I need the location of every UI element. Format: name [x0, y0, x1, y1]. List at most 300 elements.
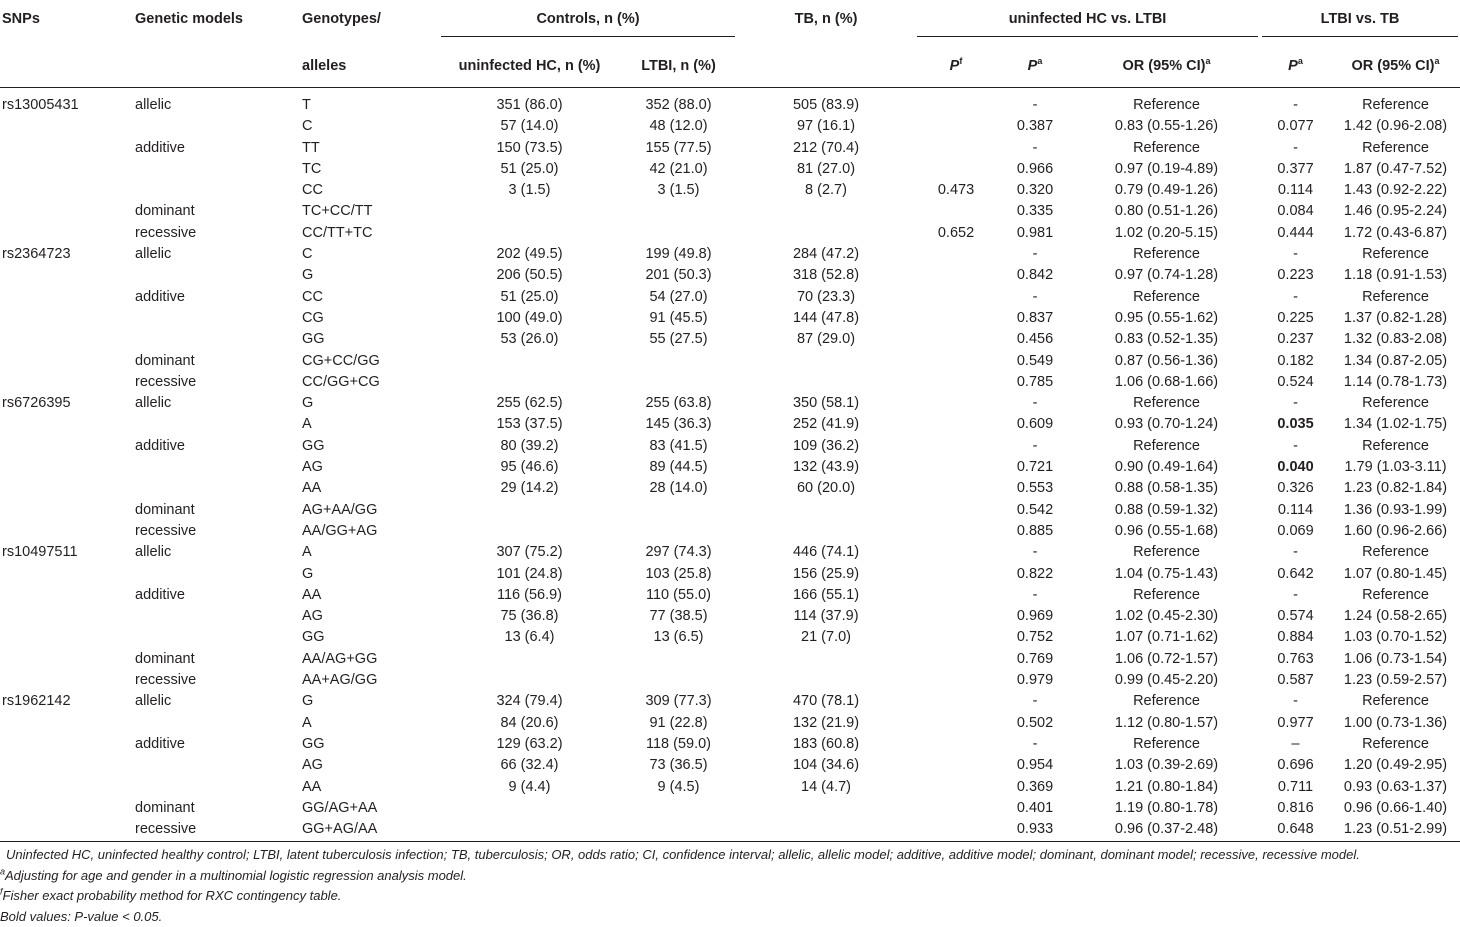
table-row [0, 734, 1460, 755]
tb-cell: 156 (25.9) [737, 564, 915, 585]
p-ltbi-vs-tb-cell: 0.884 [1260, 627, 1331, 648]
uninfected-hc-cell: 29 (14.2) [439, 478, 620, 499]
snp-cell [0, 372, 134, 393]
or-ltbi-vs-tb-cell: Reference [1331, 287, 1460, 308]
or-ltbi-vs-tb-cell: Reference [1331, 542, 1460, 563]
p-hc-vs-ltbi-cell: - [997, 542, 1073, 563]
footnote-f-text: Fisher exact probability method for RXC contingency table. [3, 888, 342, 903]
genotype-cell: CC [301, 287, 439, 308]
snp-cell [0, 138, 134, 159]
p-fisher-cell [915, 798, 997, 819]
snp-cell [0, 159, 134, 180]
p-fisher-cell [915, 351, 997, 372]
p-hc-vs-ltbi-cell: - [997, 585, 1073, 606]
table-row [0, 649, 1460, 670]
tb-cell [737, 500, 915, 521]
genotype-cell: GG+AG/AA [301, 819, 439, 845]
tb-cell: 60 (20.0) [737, 478, 915, 499]
header-p-adjusted-1 [997, 47, 1073, 88]
snp-cell [0, 457, 134, 478]
genotype-cell: TC+CC/TT [301, 201, 439, 222]
p-fisher-cell [915, 542, 997, 563]
p-fisher-cell [915, 372, 997, 393]
p-hc-vs-ltbi-cell: 0.335 [997, 201, 1073, 222]
table-row [0, 521, 1460, 542]
table-body [0, 88, 1460, 846]
footnote-a-sup: a [0, 866, 5, 876]
ltbi-cell: 91 (45.5) [620, 308, 737, 329]
genotype-cell: AA [301, 777, 439, 798]
or-hc-vs-ltbi-cell: 0.96 (0.37-2.48) [1073, 819, 1260, 845]
p-letter: P [1288, 58, 1298, 74]
uninfected-hc-cell: 3 (1.5) [439, 180, 620, 201]
uninfected-hc-cell [439, 223, 620, 244]
p-fisher-cell [915, 436, 997, 457]
snp-cell [0, 798, 134, 819]
snp-cell [0, 627, 134, 648]
p-fisher-cell [915, 393, 997, 414]
genotype-cell: AA [301, 478, 439, 499]
p-ltbi-vs-tb-cell: 0.642 [1260, 564, 1331, 585]
or-ltbi-vs-tb-cell: 1.20 (0.49-2.95) [1331, 755, 1460, 776]
p-hc-vs-ltbi-cell: 0.369 [997, 777, 1073, 798]
genotype-cell: G [301, 393, 439, 414]
header-uninfected-hc: uninfected HC, n (%) [439, 47, 620, 88]
or-hc-vs-ltbi-cell: Reference [1073, 138, 1260, 159]
or-ltbi-vs-tb-cell: 1.36 (0.93-1.99) [1331, 500, 1460, 521]
table-row [0, 138, 1460, 159]
uninfected-hc-cell: 255 (62.5) [439, 393, 620, 414]
uninfected-hc-cell: 95 (46.6) [439, 457, 620, 478]
ltbi-cell: 309 (77.3) [620, 691, 737, 712]
p-ltbi-vs-tb-cell: 0.377 [1260, 159, 1331, 180]
p-hc-vs-ltbi-cell: 0.721 [997, 457, 1073, 478]
genotype-cell: GG [301, 329, 439, 350]
header-ltbi: LTBI, n (%) [620, 47, 737, 88]
or-hc-vs-ltbi-cell: 0.95 (0.55-1.62) [1073, 308, 1260, 329]
or-hc-vs-ltbi-cell: 0.97 (0.19-4.89) [1073, 159, 1260, 180]
p-ltbi-vs-tb-cell: - [1260, 138, 1331, 159]
snp-cell: rs2364723 [0, 244, 134, 265]
p-fisher-cell: 0.652 [915, 223, 997, 244]
model-cell: additive [134, 287, 301, 308]
snp-cell [0, 201, 134, 222]
genotype-cell: A [301, 542, 439, 563]
ltbi-cell: 91 (22.8) [620, 713, 737, 734]
p-hc-vs-ltbi-cell: 0.966 [997, 159, 1073, 180]
snp-cell: rs6726395 [0, 393, 134, 414]
or-ltbi-vs-tb-cell: 1.34 (1.02-1.75) [1331, 414, 1460, 435]
or-hc-vs-ltbi-cell: Reference [1073, 585, 1260, 606]
p-fisher-cell [915, 585, 997, 606]
p-fisher-cell [915, 521, 997, 542]
model-cell: allelic [134, 393, 301, 414]
p-fisher-cell [915, 287, 997, 308]
snp-cell [0, 223, 134, 244]
uninfected-hc-cell: 324 (79.4) [439, 691, 620, 712]
p-hc-vs-ltbi-cell: - [997, 287, 1073, 308]
model-cell: recessive [134, 670, 301, 691]
header-or-2 [1331, 47, 1460, 88]
p-fisher-cell [915, 478, 997, 499]
p-hc-vs-ltbi-cell: 0.981 [997, 223, 1073, 244]
model-cell [134, 606, 301, 627]
footnote-bold: Bold values: P-value < 0.05. [0, 907, 1460, 927]
uninfected-hc-cell [439, 351, 620, 372]
or-ltbi-vs-tb-cell: Reference [1331, 88, 1460, 117]
tb-cell [737, 372, 915, 393]
uninfected-hc-cell [439, 500, 620, 521]
footnote-a [0, 866, 1460, 887]
p-hc-vs-ltbi-cell: 0.609 [997, 414, 1073, 435]
uninfected-hc-cell: 101 (24.8) [439, 564, 620, 585]
model-cell: recessive [134, 819, 301, 845]
uninfected-hc-cell: 53 (26.0) [439, 329, 620, 350]
uninfected-hc-cell: 202 (49.5) [439, 244, 620, 265]
p-hc-vs-ltbi-cell: 0.769 [997, 649, 1073, 670]
p-ltbi-vs-tb-cell: 0.587 [1260, 670, 1331, 691]
ltbi-cell: 201 (50.3) [620, 265, 737, 286]
genotype-cell: CC/TT+TC [301, 223, 439, 244]
or-hc-vs-ltbi-cell: 0.96 (0.55-1.68) [1073, 521, 1260, 542]
footnote-f [0, 886, 1460, 907]
model-cell: allelic [134, 542, 301, 563]
table-row [0, 500, 1460, 521]
or-ltbi-vs-tb-cell: Reference [1331, 393, 1460, 414]
ltbi-cell [620, 372, 737, 393]
uninfected-hc-cell: 206 (50.5) [439, 265, 620, 286]
or-hc-vs-ltbi-cell: 0.90 (0.49-1.64) [1073, 457, 1260, 478]
model-cell [134, 414, 301, 435]
uninfected-hc-cell: 9 (4.4) [439, 777, 620, 798]
p-letter: P [950, 58, 960, 74]
or-ltbi-vs-tb-cell: 1.06 (0.73-1.54) [1331, 649, 1460, 670]
ltbi-cell [620, 201, 737, 222]
p-ltbi-vs-tb-cell: 0.711 [1260, 777, 1331, 798]
or-ltbi-vs-tb-cell: 1.60 (0.96-2.66) [1331, 521, 1460, 542]
p-ltbi-vs-tb-cell: 0.084 [1260, 201, 1331, 222]
tb-cell: 212 (70.4) [737, 138, 915, 159]
snp-cell [0, 287, 134, 308]
header-controls-label: Controls, n (%) [439, 9, 737, 30]
footnote-f-sup: f [0, 887, 3, 897]
genotype-cell: AA/GG+AG [301, 521, 439, 542]
or-ltbi-vs-tb-cell: 1.24 (0.58-2.65) [1331, 606, 1460, 627]
table-row [0, 308, 1460, 329]
tb-cell: 104 (34.6) [737, 755, 915, 776]
or-ltbi-vs-tb-cell: 1.32 (0.83-2.08) [1331, 329, 1460, 350]
table-row [0, 116, 1460, 137]
or-hc-vs-ltbi-cell: 0.99 (0.45-2.20) [1073, 670, 1260, 691]
p-fisher-cell [915, 649, 997, 670]
ltbi-cell: 42 (21.0) [620, 159, 737, 180]
ltbi-cell: 77 (38.5) [620, 606, 737, 627]
p-hc-vs-ltbi-cell: 0.979 [997, 670, 1073, 691]
p-fisher-cell [915, 116, 997, 137]
header-alleles: alleles [301, 47, 439, 88]
p-ltbi-vs-tb-cell: 0.524 [1260, 372, 1331, 393]
header-ltbi-vs-tb [1260, 0, 1460, 47]
header-p-adjusted-2 [1260, 47, 1331, 88]
tb-cell: 284 (47.2) [737, 244, 915, 265]
p-hc-vs-ltbi-cell: 0.969 [997, 606, 1073, 627]
uninfected-hc-cell: 150 (73.5) [439, 138, 620, 159]
ltbi-cell [620, 521, 737, 542]
model-cell: recessive [134, 372, 301, 393]
or-hc-vs-ltbi-cell: 1.02 (0.45-2.30) [1073, 606, 1260, 627]
or-sup: a [1435, 57, 1440, 67]
ltbi-cell: 110 (55.0) [620, 585, 737, 606]
ltbi-cell [620, 500, 737, 521]
pa-sup: a [1037, 57, 1042, 67]
p-hc-vs-ltbi-cell: 0.933 [997, 819, 1073, 845]
or-label: OR (95% CI) [1123, 58, 1206, 74]
tb-cell [737, 649, 915, 670]
ltbi-cell: 89 (44.5) [620, 457, 737, 478]
p-ltbi-vs-tb-cell: 0.977 [1260, 713, 1331, 734]
table-row [0, 351, 1460, 372]
tb-cell: 21 (7.0) [737, 627, 915, 648]
table-row [0, 180, 1460, 201]
table-row [0, 457, 1460, 478]
header-or-1 [1073, 47, 1260, 88]
p-ltbi-vs-tb-cell: 0.223 [1260, 265, 1331, 286]
genotype-cell: TC [301, 159, 439, 180]
snp-cell [0, 116, 134, 137]
or-hc-vs-ltbi-cell: 0.87 (0.56-1.36) [1073, 351, 1260, 372]
model-cell: dominant [134, 351, 301, 372]
or-hc-vs-ltbi-cell: 0.88 (0.59-1.32) [1073, 500, 1260, 521]
header-hc-vs-ltbi-label: uninfected HC vs. LTBI [915, 9, 1260, 30]
header-p-fisher [915, 47, 997, 88]
ltbi-cell: 28 (14.0) [620, 478, 737, 499]
snp-cell [0, 777, 134, 798]
p-hc-vs-ltbi-cell: 0.752 [997, 627, 1073, 648]
or-hc-vs-ltbi-cell: Reference [1073, 393, 1260, 414]
snp-cell [0, 265, 134, 286]
or-hc-vs-ltbi-cell: 1.19 (0.80-1.78) [1073, 798, 1260, 819]
p-ltbi-vs-tb-cell: 0.326 [1260, 478, 1331, 499]
ltbi-cell: 48 (12.0) [620, 116, 737, 137]
tb-cell: 8 (2.7) [737, 180, 915, 201]
or-ltbi-vs-tb-cell: Reference [1331, 244, 1460, 265]
header-tb: TB, n (%) [737, 0, 915, 88]
ltbi-cell: 9 (4.5) [620, 777, 737, 798]
genotype-cell: AA/AG+GG [301, 649, 439, 670]
snp-cell [0, 478, 134, 499]
snp-cell [0, 414, 134, 435]
or-ltbi-vs-tb-cell: 1.72 (0.43-6.87) [1331, 223, 1460, 244]
p-ltbi-vs-tb-cell: 0.763 [1260, 649, 1331, 670]
ltbi-cell [620, 798, 737, 819]
p-hc-vs-ltbi-cell: 0.842 [997, 265, 1073, 286]
table-row [0, 585, 1460, 606]
p-fisher-cell [915, 159, 997, 180]
p-hc-vs-ltbi-cell: - [997, 436, 1073, 457]
or-hc-vs-ltbi-cell: 1.04 (0.75-1.43) [1073, 564, 1260, 585]
uninfected-hc-cell: 307 (75.2) [439, 542, 620, 563]
model-cell: additive [134, 138, 301, 159]
uninfected-hc-cell: 80 (39.2) [439, 436, 620, 457]
or-ltbi-vs-tb-cell: 1.46 (0.95-2.24) [1331, 201, 1460, 222]
uninfected-hc-cell: 57 (14.0) [439, 116, 620, 137]
tb-cell [737, 521, 915, 542]
table-row [0, 393, 1460, 414]
p-ltbi-vs-tb-cell: 0.069 [1260, 521, 1331, 542]
table-row [0, 713, 1460, 734]
genotype-cell: CG+CC/GG [301, 351, 439, 372]
p-hc-vs-ltbi-cell: 0.502 [997, 713, 1073, 734]
genotype-cell: T [301, 88, 439, 117]
p-hc-vs-ltbi-cell: 0.456 [997, 329, 1073, 350]
model-cell: allelic [134, 691, 301, 712]
table-row [0, 564, 1460, 585]
ltbi-cell: 155 (77.5) [620, 138, 737, 159]
table-row [0, 159, 1460, 180]
ltbi-cell: 83 (41.5) [620, 436, 737, 457]
genotype-cell: TT [301, 138, 439, 159]
genotype-cell: GG [301, 436, 439, 457]
tb-cell: 87 (29.0) [737, 329, 915, 350]
or-hc-vs-ltbi-cell: 0.79 (0.49-1.26) [1073, 180, 1260, 201]
snp-cell [0, 500, 134, 521]
ltbi-cell [620, 223, 737, 244]
p-fisher-cell [915, 691, 997, 712]
tb-cell [737, 351, 915, 372]
or-hc-vs-ltbi-cell: 1.06 (0.72-1.57) [1073, 649, 1260, 670]
header-ltbi-vs-tb-label: LTBI vs. TB [1260, 9, 1460, 30]
ltbi-cell: 55 (27.5) [620, 329, 737, 350]
p-fisher-cell [915, 329, 997, 350]
p-fisher-cell [915, 138, 997, 159]
model-cell [134, 564, 301, 585]
p-hc-vs-ltbi-cell: - [997, 691, 1073, 712]
snp-cell: rs1962142 [0, 691, 134, 712]
table-row [0, 372, 1460, 393]
table-row [0, 691, 1460, 712]
p-ltbi-vs-tb-cell: 0.114 [1260, 180, 1331, 201]
or-ltbi-vs-tb-cell: 0.93 (0.63-1.37) [1331, 777, 1460, 798]
ltbi-cell: 199 (49.8) [620, 244, 737, 265]
ltbi-cell: 145 (36.3) [620, 414, 737, 435]
genotype-cell: A [301, 713, 439, 734]
ltbi-cell [620, 670, 737, 691]
table-row [0, 627, 1460, 648]
genotype-cell: CC/GG+CG [301, 372, 439, 393]
uninfected-hc-cell: 100 (49.0) [439, 308, 620, 329]
snp-cell [0, 670, 134, 691]
footnote-a-text: Adjusting for age and gender in a multinomial logistic regression analysis model. [5, 868, 467, 883]
model-cell [134, 777, 301, 798]
genotype-cell: GG [301, 627, 439, 648]
table-row [0, 287, 1460, 308]
p-ltbi-vs-tb-cell: 0.040 [1260, 457, 1331, 478]
tb-cell: 318 (52.8) [737, 265, 915, 286]
header-snps: SNPs [0, 0, 134, 88]
or-ltbi-vs-tb-cell: 1.23 (0.82-1.84) [1331, 478, 1460, 499]
or-hc-vs-ltbi-cell: 0.93 (0.70-1.24) [1073, 414, 1260, 435]
model-cell: allelic [134, 244, 301, 265]
table-row [0, 798, 1460, 819]
tb-cell: 14 (4.7) [737, 777, 915, 798]
or-sup: a [1206, 57, 1211, 67]
genotype-cell: G [301, 564, 439, 585]
genotype-cell: A [301, 414, 439, 435]
snp-cell [0, 755, 134, 776]
p-ltbi-vs-tb-cell: - [1260, 691, 1331, 712]
or-hc-vs-ltbi-cell: 1.21 (0.80-1.84) [1073, 777, 1260, 798]
snp-cell [0, 564, 134, 585]
genotype-cell: G [301, 691, 439, 712]
p-hc-vs-ltbi-cell: 0.549 [997, 351, 1073, 372]
model-cell [134, 627, 301, 648]
or-ltbi-vs-tb-cell: 1.03 (0.70-1.52) [1331, 627, 1460, 648]
or-label: OR (95% CI) [1352, 58, 1435, 74]
uninfected-hc-cell: 84 (20.6) [439, 713, 620, 734]
uninfected-hc-cell: 153 (37.5) [439, 414, 620, 435]
header-genetic-models: Genetic models [134, 0, 301, 88]
model-cell: additive [134, 436, 301, 457]
uninfected-hc-cell [439, 649, 620, 670]
or-hc-vs-ltbi-cell: Reference [1073, 88, 1260, 117]
ltbi-cell [620, 649, 737, 670]
p-hc-vs-ltbi-cell: - [997, 138, 1073, 159]
pa-sup: a [1298, 57, 1303, 67]
genotype-cell: CC [301, 180, 439, 201]
model-cell [134, 478, 301, 499]
snp-cell [0, 734, 134, 755]
ltbi-cell: 54 (27.0) [620, 287, 737, 308]
snp-cell [0, 180, 134, 201]
p-hc-vs-ltbi-cell: 0.785 [997, 372, 1073, 393]
tb-cell: 470 (78.1) [737, 691, 915, 712]
p-ltbi-vs-tb-cell: 0.077 [1260, 116, 1331, 137]
genotype-cell: AG [301, 457, 439, 478]
or-hc-vs-ltbi-cell: Reference [1073, 436, 1260, 457]
or-hc-vs-ltbi-cell: Reference [1073, 734, 1260, 755]
tb-cell: 132 (43.9) [737, 457, 915, 478]
header-hc-vs-ltbi [915, 0, 1260, 47]
p-hc-vs-ltbi-cell: - [997, 244, 1073, 265]
tb-cell: 166 (55.1) [737, 585, 915, 606]
ltbi-cell: 103 (25.8) [620, 564, 737, 585]
snp-cell [0, 649, 134, 670]
model-cell: dominant [134, 798, 301, 819]
p-ltbi-vs-tb-cell: - [1260, 88, 1331, 117]
or-ltbi-vs-tb-cell: 1.18 (0.91-1.53) [1331, 265, 1460, 286]
genotype-cell: CG [301, 308, 439, 329]
or-ltbi-vs-tb-cell: Reference [1331, 436, 1460, 457]
model-cell [134, 180, 301, 201]
table-header [0, 0, 1460, 88]
ltbi-cell [620, 351, 737, 372]
table-row [0, 606, 1460, 627]
p-hc-vs-ltbi-cell: 0.885 [997, 521, 1073, 542]
tb-cell: 81 (27.0) [737, 159, 915, 180]
p-ltbi-vs-tb-cell: 0.114 [1260, 500, 1331, 521]
tb-cell: 505 (83.9) [737, 88, 915, 117]
ltbi-cell: 73 (36.5) [620, 755, 737, 776]
uninfected-hc-cell [439, 201, 620, 222]
genotype-cell: C [301, 116, 439, 137]
or-ltbi-vs-tb-cell: 1.43 (0.92-2.22) [1331, 180, 1460, 201]
or-hc-vs-ltbi-cell: 1.12 (0.80-1.57) [1073, 713, 1260, 734]
table-row [0, 265, 1460, 286]
p-ltbi-vs-tb-cell: - [1260, 542, 1331, 563]
snp-cell [0, 606, 134, 627]
snp-cell [0, 329, 134, 350]
or-ltbi-vs-tb-cell: 1.14 (0.78-1.73) [1331, 372, 1460, 393]
